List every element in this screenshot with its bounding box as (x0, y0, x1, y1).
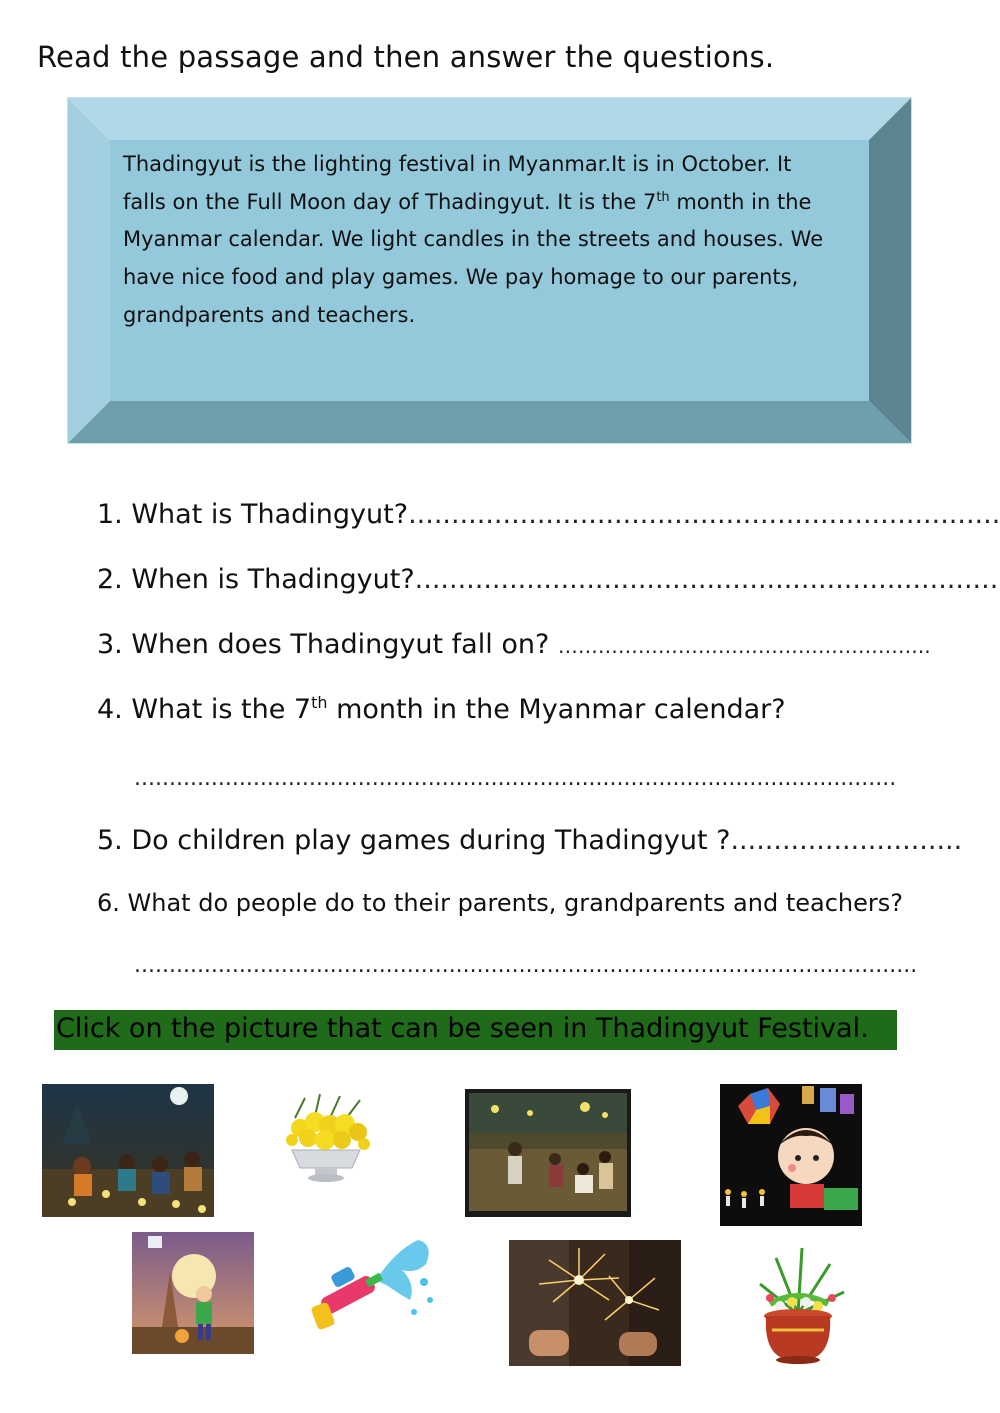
passage-line: falls on the Full Moon day of Thadingyut. It is the 7th month in the (123, 189, 812, 214)
boy-with-lantern-pagoda-picture[interactable] (132, 1232, 254, 1354)
question-1: 1. What is Thadingyut?..................................................................... (97, 499, 1000, 530)
girl-with-lanterns-picture[interactable] (720, 1084, 862, 1226)
answer-blank-4[interactable]: ............................................................................................................. (134, 766, 897, 791)
passage-line: Thadingyut is the lighting festival in Myanmar.It is in October. It (123, 152, 792, 176)
answer-blank-3[interactable]: ……………………………………………….. (557, 634, 931, 658)
answer-blank-1[interactable]: ..................................................................... (408, 499, 1000, 530)
question-2: 2. When is Thadingyut?.................................................................... (97, 564, 999, 595)
answer-blank-5[interactable]: ........................... (730, 825, 963, 856)
passage-line: Myanmar calendar. We light candles in the streets and houses. We (123, 227, 824, 252)
flower-bowl-picture[interactable] (270, 1088, 382, 1192)
children-lighting-candles-picture[interactable] (42, 1084, 214, 1217)
water-gun-picture[interactable] (306, 1230, 438, 1336)
answer-blank-6[interactable]: ................................................................................................................ (134, 953, 918, 978)
passage-line: have nice food and play games. We pay homage to our parents, (123, 265, 799, 290)
question-3: 3. When does Thadingyut fall on? ……………………………………………….. (97, 629, 931, 660)
answer-blank-2[interactable]: .................................................................... (414, 564, 999, 595)
question-5: 5. Do children play games during Thadingyut ?........................... (97, 825, 963, 856)
question-6: 6. What do people do to their parents, grandparents and teachers? (97, 889, 903, 917)
people-paying-homage-picture[interactable] (465, 1089, 631, 1217)
passage-line: grandparents and teachers. (123, 302, 416, 327)
question-4: 4. What is the 7th month in the Myanmar calendar? (97, 693, 786, 725)
flower-pot-offering-picture[interactable] (740, 1244, 858, 1370)
activity-label: Click on the picture that can be seen in Thadingyut Festival. (56, 1013, 869, 1044)
activity-banner (54, 1010, 897, 1050)
sparklers-picture[interactable] (509, 1240, 681, 1366)
instruction-text: Read the passage and then answer the questions. (37, 40, 775, 74)
passage-text (123, 146, 863, 335)
